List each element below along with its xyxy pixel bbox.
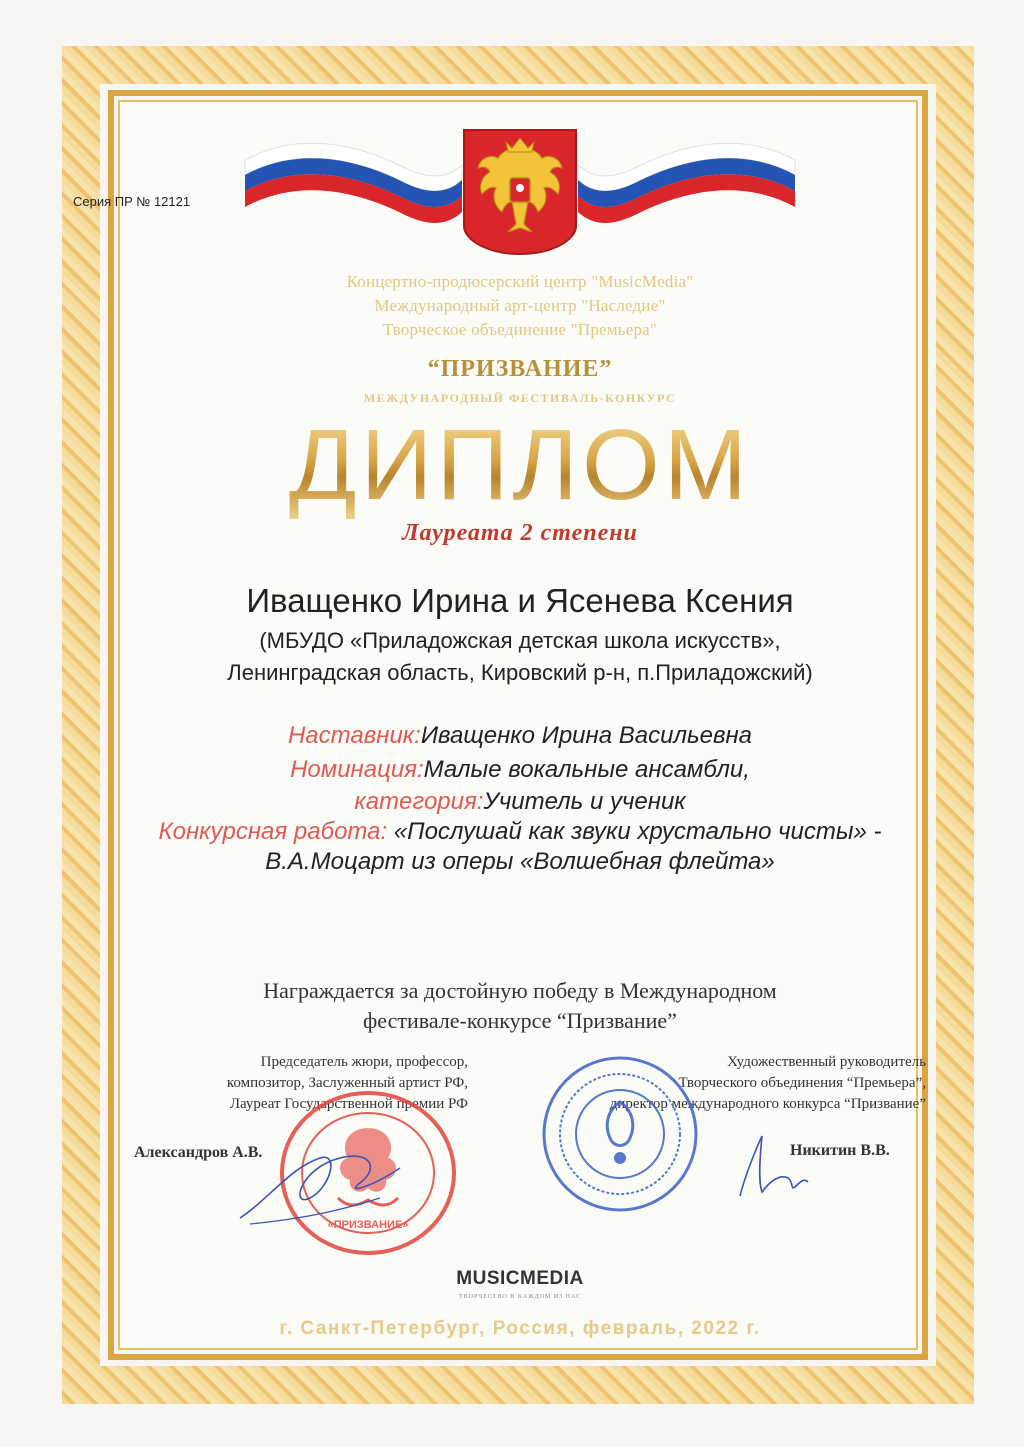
nomination-label: Номинация: [290,756,424,783]
document-title: ДИПЛОМ [160,408,880,523]
nomination-value: Малые вокальные ансамбли, [423,756,750,783]
degree-title: Лауреата 2 степени [402,520,638,546]
stamp-text: «ПРИЗВАНИЕ» [327,1219,409,1231]
category-line [100,788,940,816]
brand-logo: MUSICMEDIA [456,1268,584,1289]
signatory-title-line: Лауреат Государственной премии РФ [229,1096,468,1112]
signatory-title-line: Художественный руководитель [727,1054,926,1070]
russian-flag-ribbon-right-icon [575,130,800,225]
russian-flag-ribbon-left-icon [240,130,465,225]
awarded-text: фестивале-конкурсе “Призвание” [363,1008,677,1033]
mentor-label: Наставник: [287,722,421,749]
recipient-name: Иващенко Ирина и Ясенева Ксения [246,582,794,619]
serial-number: Серия ПР № 12121 [73,194,191,209]
signatory-title-line: Председатель жюри, профессор, [260,1054,468,1070]
place-date: г. Санкт-Петербург, Россия, февраль, 2022 г. [279,1318,761,1339]
signatory-right-name: Никитин В.В. [790,1142,890,1159]
signatory-title-line: композитор, Заслуженный артист РФ, [226,1075,468,1091]
signatory-title-line: директор международного конкурса “Призвание” [609,1096,926,1112]
signature-right-icon [700,1126,810,1206]
festival-name: “ПРИЗВАНИЕ” [427,356,613,382]
institution-line: (МБУДО «Приладожская детская школа искусств», [259,628,781,653]
festival-subtitle: МЕЖДУНАРОДНЫЙ ФЕСТИВАЛЬ-КОНКУРС [363,391,677,405]
signatory-left-name: Александров А.В. [134,1144,263,1161]
institution-line: Ленинградская область, Кировский р-н, п.Приладожский) [227,660,813,685]
category-value: Учитель и ученик [483,788,686,815]
mentor-line [100,722,940,750]
organizer-line: Концертно-продюсерский центр "MusicMedia" [346,272,694,291]
work-line [100,818,940,846]
organizer-line: Международный арт-центр "Наследие" [374,296,666,315]
awarded-text: Награждается за достойную победу в Международном [263,978,777,1003]
nomination-line [100,756,940,784]
category-label: категория: [354,788,484,815]
work-line-2: В.А.Моцарт из оперы «Волшебная флейта» [265,848,775,875]
russian-coat-of-arms-icon [462,128,578,256]
organizer-line: Творческое объединение "Премьера" [382,320,658,339]
signatory-title-line: Творческого объединения “Премьера”, [678,1075,926,1091]
brand-tagline: ТВОРЧЕСТВО В КАЖДОМ ИЗ НАС [458,1294,582,1300]
work-label: Конкурсная работа: [158,818,394,845]
work-value: «Послушай как звуки хрустально чисты» - [393,818,882,845]
blue-stamp-icon [540,1054,700,1214]
mentor-value: Иващенко Ирина Васильевна [420,722,753,749]
